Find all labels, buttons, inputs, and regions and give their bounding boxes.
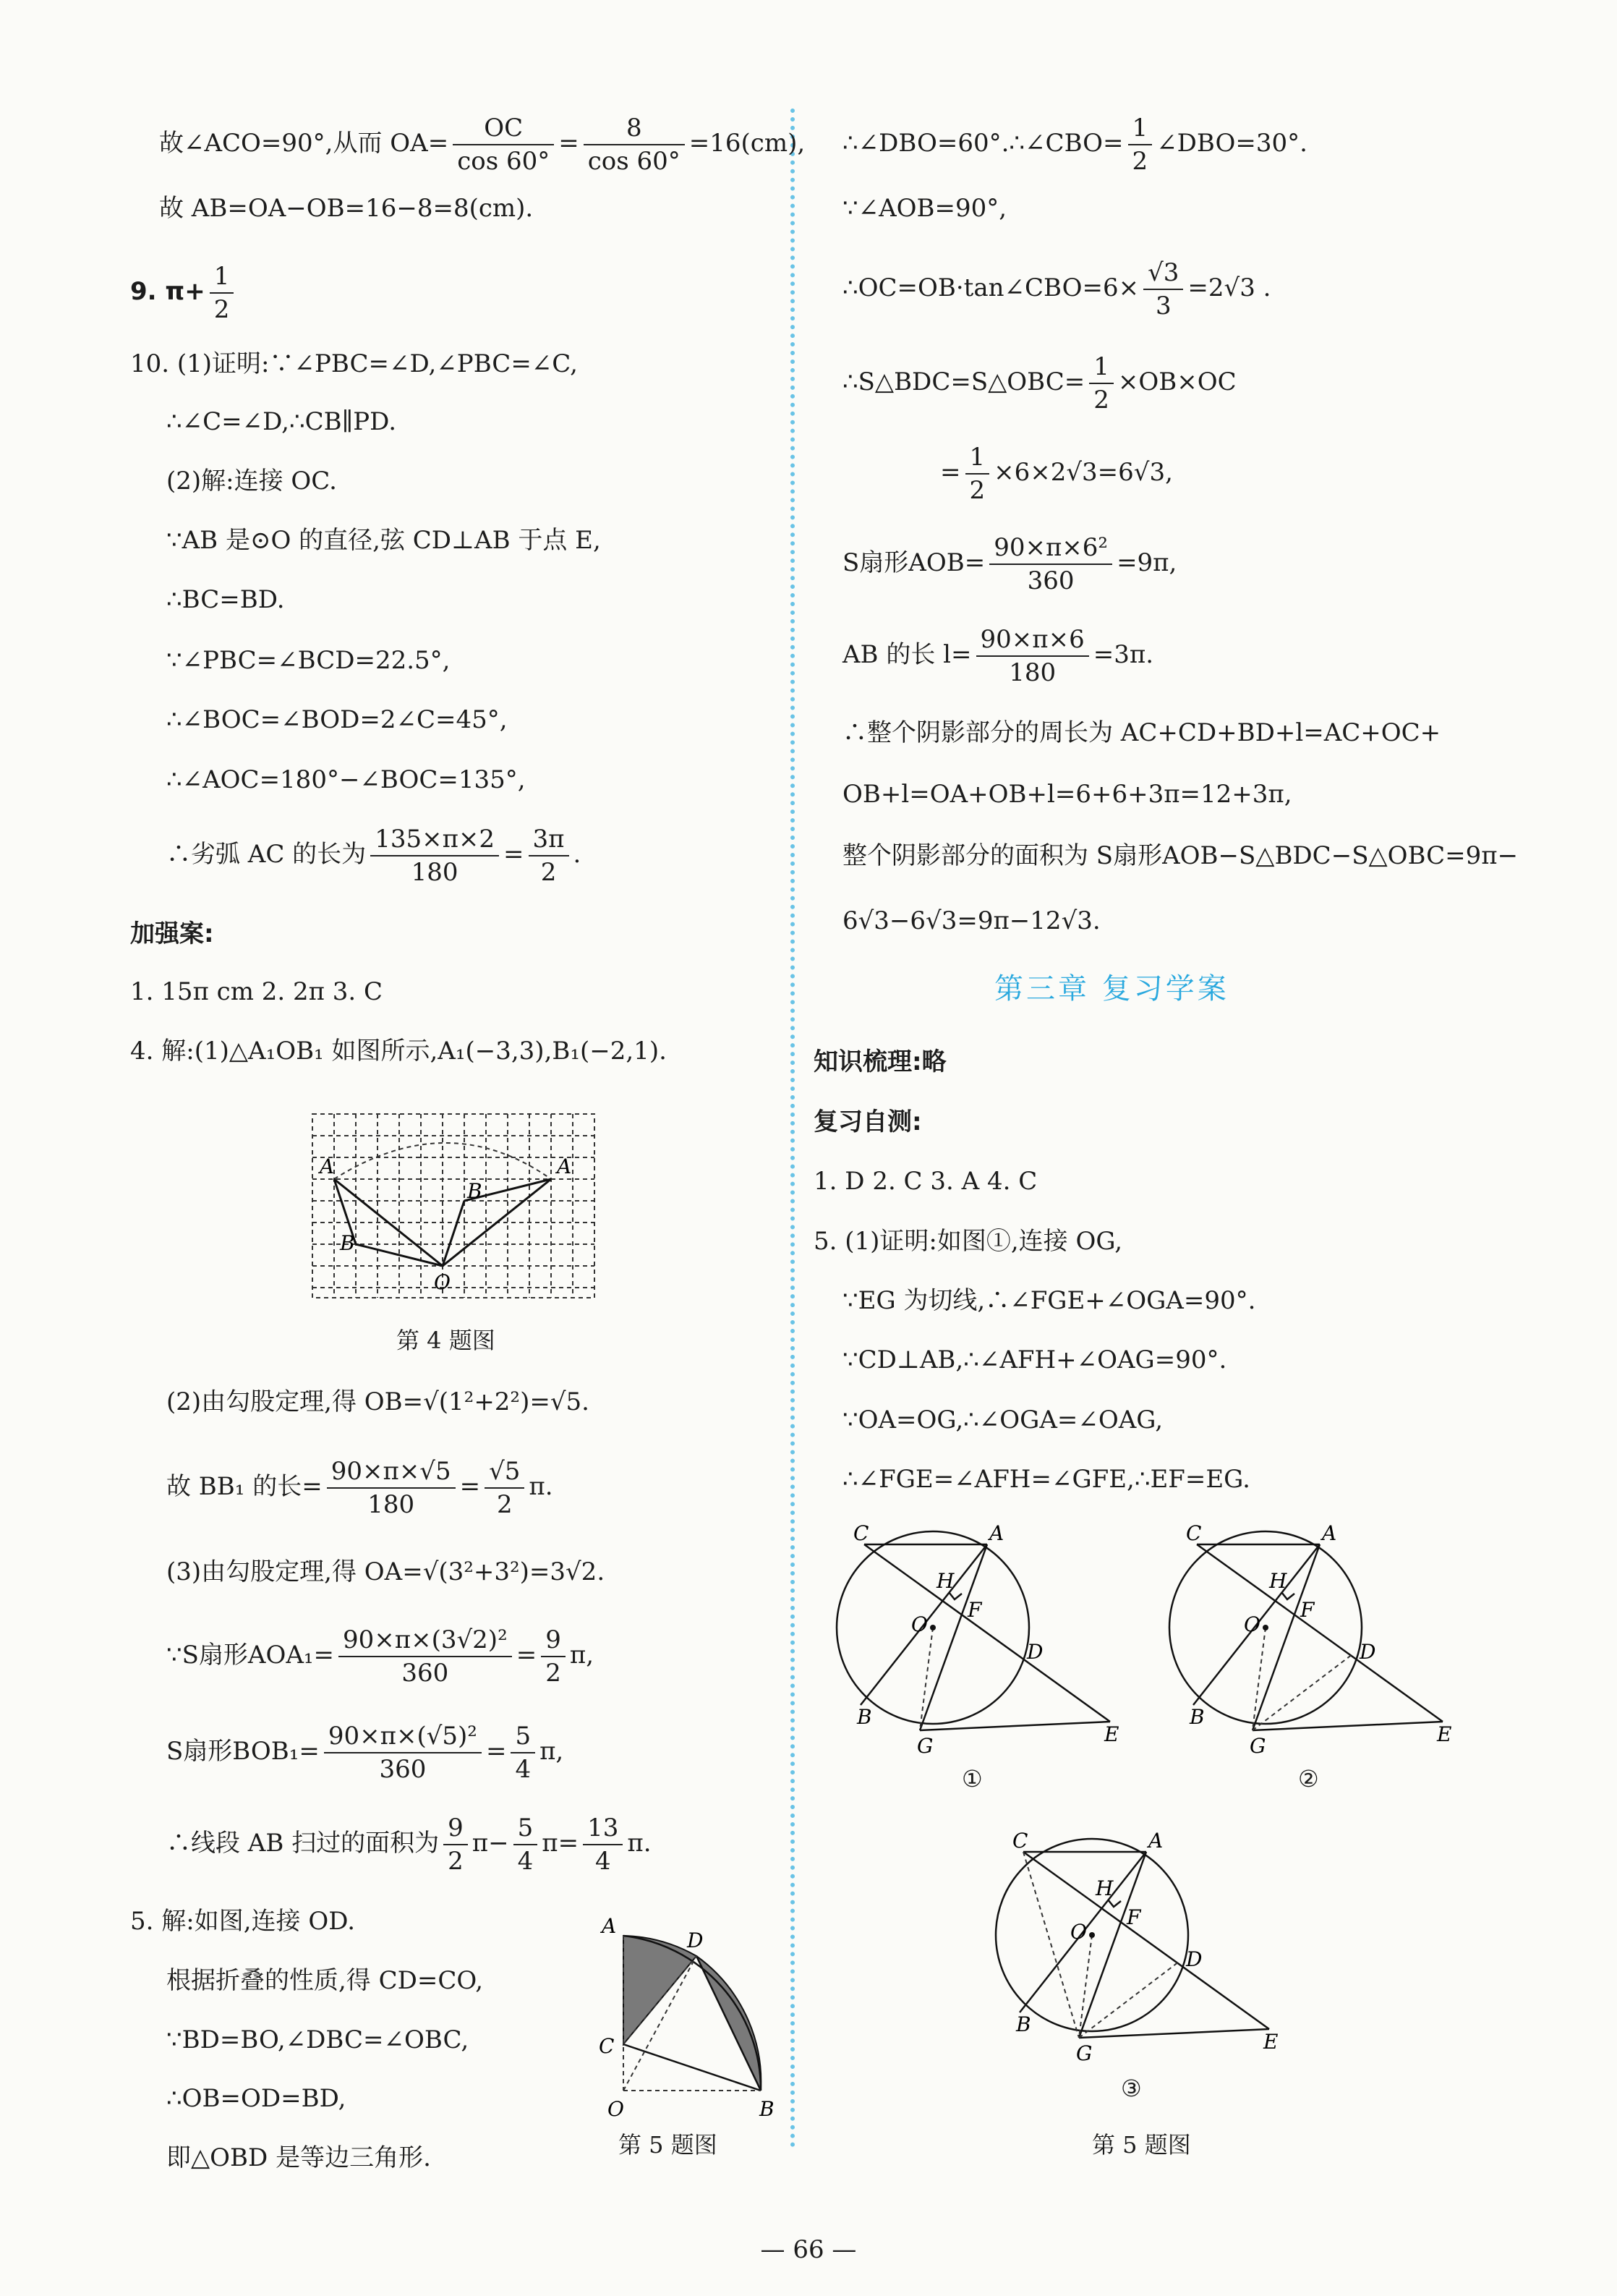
svg-text:A: A — [989, 1523, 1004, 1545]
svg-text:C: C — [853, 1523, 869, 1545]
text-line: (2)由勾股定理,得 OB=√(1²+2²)=√5. — [166, 1387, 589, 1416]
text-line: ∵EG 为切线,∴∠FGE+∠OGA=90°. — [842, 1286, 1256, 1315]
text-line: ∴∠DBO=60°.∴∠CBO= $\frac{1}{2}$ ∠DBO=30°. — [842, 114, 1307, 176]
text-line: OB+l=OA+OB+l=6+6+3π=12+3π, — [842, 780, 1292, 809]
svg-text:A: A — [1148, 1830, 1164, 1853]
svg-text:G: G — [917, 1734, 934, 1758]
text-line: ∴BC=BD. — [166, 585, 285, 614]
text-line: ∵OA=OG,∴∠OGA=∠OAG, — [842, 1406, 1164, 1434]
figure-5-caption: 第 5 题图 — [618, 2131, 717, 2159]
column-divider — [790, 109, 795, 2148]
svg-text:B: B — [467, 1179, 482, 1203]
text-line: ∵S扇形AOA₁= $\frac{\text{90×π×(3√2)²}}{360}$ = $\frac{9}{2}$ π, — [166, 1625, 594, 1688]
svg-text:G: G — [1250, 1734, 1266, 1758]
text-line: ∴劣弧 AC 的长为 $\frac{135\times\pi\times 2}{180}$ = $\frac{3\pi}{2}$ . — [166, 825, 581, 887]
text-line: 即△OBD 是等边三角形. — [166, 2143, 431, 2172]
answer-5: 5. 解:如图,连接 OD. — [130, 1907, 356, 1936]
svg-text:D: D — [687, 1929, 704, 1952]
svg-text:A: A — [1322, 1523, 1337, 1545]
svg-text:E: E — [1437, 1722, 1452, 1746]
svg-text:G: G — [1076, 2041, 1093, 2065]
svg-text:O: O — [911, 1612, 928, 1636]
text-line: AB 的长 l= $\frac{90\times\pi\times 6}{180}$ =3π. — [842, 625, 1154, 687]
svg-text:A: A — [602, 1914, 617, 1938]
figure-label-3: ③ — [1121, 2075, 1142, 2102]
answers-line: 1. D 2. C 3. A 4. C — [814, 1167, 1038, 1196]
figure-label-1: ① — [962, 1765, 983, 1793]
text-line: ∴∠AOC=180°−∠BOC=135°, — [166, 765, 526, 794]
text-line: ∵AB 是⊙O 的直径,弦 CD⊥AB 于点 E, — [166, 526, 601, 555]
figure-4-grid — [304, 1107, 600, 1302]
section-heading: 复习自测: — [814, 1107, 922, 1136]
text-line: S扇形AOB= $\frac{\text{90×π×6²}}{360}$ =9π, — [842, 533, 1177, 595]
circle-figure-2 — [1157, 1523, 1475, 1761]
svg-text:E: E — [1263, 2030, 1279, 2054]
svg-text:D: D — [1186, 1947, 1203, 1971]
text-line: 6√3−6√3=9π−12√3. — [842, 906, 1101, 935]
figure-5-caption-right: 第 5 题图 — [1092, 2131, 1191, 2159]
text-line: ∴∠C=∠D,∴CB∥PD. — [166, 407, 397, 436]
figure-4-caption: 第 4 题图 — [396, 1327, 495, 1354]
svg-text:C: C — [599, 2034, 615, 2058]
answer-9: 9. π+ $\frac{1}{2}$ — [130, 260, 238, 326]
svg-text:B: B — [340, 1231, 355, 1255]
section-heading: 加强案: — [130, 919, 214, 948]
text-line: ∴∠BOC=∠BOD=2∠C=45°, — [166, 705, 508, 734]
svg-text:D: D — [1027, 1640, 1044, 1664]
svg-text:F: F — [1300, 1598, 1315, 1622]
svg-text:F: F — [968, 1598, 982, 1622]
text-line: 整个阴影部分的面积为 S扇形AOB−S△BDC−S△OBC=9π− — [842, 841, 1519, 870]
svg-text:H: H — [937, 1569, 955, 1593]
svg-text:C: C — [1186, 1523, 1202, 1545]
svg-text:H: H — [1096, 1876, 1114, 1900]
text-line: 故∠ACO=90°,从而 OA= $\frac{OC}{\cos 60^\circ}$ = $\frac{8}{\cos 60^\circ}$ =16(cm), — [159, 114, 806, 176]
circle-figure-1 — [824, 1523, 1143, 1761]
text-line: S扇形BOB₁= $\frac{\text{90×π×(√5)²}}{360}$ = $\frac{5}{4}$ π, — [166, 1722, 564, 1784]
svg-text:O: O — [607, 2097, 624, 2119]
svg-text:A: A — [320, 1155, 335, 1178]
circle-figure-3 — [984, 1830, 1302, 2069]
svg-text:B: B — [1016, 2012, 1031, 2036]
svg-text:H: H — [1269, 1569, 1287, 1593]
svg-text:D: D — [1360, 1640, 1376, 1664]
svg-text:O: O — [1244, 1612, 1260, 1636]
text-line: ∴OC=OB·tan∠CBO=6× $\frac{√3}{3}$ =2√3 . — [842, 258, 1271, 320]
text-line: ∵CD⊥AB,∴∠AFH+∠OAG=90°. — [842, 1345, 1227, 1374]
svg-text:C: C — [1012, 1830, 1028, 1853]
svg-text:B: B — [759, 2097, 775, 2119]
text-line: ∵BD=BO,∠DBC=∠OBC, — [166, 2025, 469, 2054]
chapter-title: 第三章 复习学案 — [994, 972, 1229, 1005]
text-line: ∵∠PBC=∠BCD=22.5°, — [166, 646, 451, 675]
figure-label-2: ② — [1298, 1765, 1319, 1793]
svg-text:O: O — [434, 1270, 451, 1294]
svg-text:F: F — [1127, 1905, 1141, 1929]
section-heading: 知识梳理:略 — [814, 1047, 947, 1076]
svg-text:B: B — [857, 1705, 872, 1729]
text-line: ∴线段 AB 扫过的面积为 $\frac{9}{2}$ π− $\frac{5}{4}$ π= $\frac{13}{4}$ π. — [166, 1814, 652, 1876]
page-number: — 66 — — [760, 2235, 857, 2264]
text-line: ∴∠FGE=∠AFH=∠GFE,∴EF=EG. — [842, 1465, 1250, 1494]
text-line: (2)解:连接 OC. — [166, 467, 337, 496]
answer-10: 10. (1)证明:∵∠PBC=∠D,∠PBC=∠C, — [130, 349, 578, 378]
text-line: ∵∠AOB=90°, — [842, 194, 1007, 223]
answer-5: 5. (1)证明:如图①,连接 OG, — [814, 1227, 1123, 1256]
svg-text:O: O — [1070, 1920, 1087, 1944]
text-line: = $\frac{1}{2}$ ×6×2√3=6√3, — [940, 443, 1173, 505]
text-line: ∴S△BDC=S△OBC= $\frac{1}{2}$ ×OB×OC — [842, 352, 1237, 414]
text-line: 故 AB=OA−OB=16−8=8(cm). — [159, 194, 534, 223]
answers-line: 1. 15π cm 2. 2π 3. C — [130, 977, 383, 1006]
text-line: 故 BB₁ 的长= $\frac{90\times\pi\times√5}{180}$ = $\frac{√5}{2}$ π. — [166, 1457, 553, 1519]
text-line: 根据折叠的性质,得 CD=CO, — [166, 1966, 484, 1995]
svg-text:E: E — [1104, 1722, 1119, 1746]
answer-4: 4. 解:(1)△A₁OB₁ 如图所示,A₁(−3,3),B₁(−2,1). — [130, 1037, 667, 1066]
text-line: ∴整个阴影部分的周长为 AC+CD+BD+l=AC+OC+ — [842, 718, 1441, 747]
svg-text:B: B — [1190, 1705, 1205, 1729]
svg-text:A: A — [557, 1155, 572, 1178]
figure-5-left — [593, 1910, 781, 2119]
text-line: (3)由勾股定理,得 OA=√(3²+3²)=3√2. — [166, 1557, 605, 1586]
text-line: ∴OB=OD=BD, — [166, 2084, 346, 2113]
